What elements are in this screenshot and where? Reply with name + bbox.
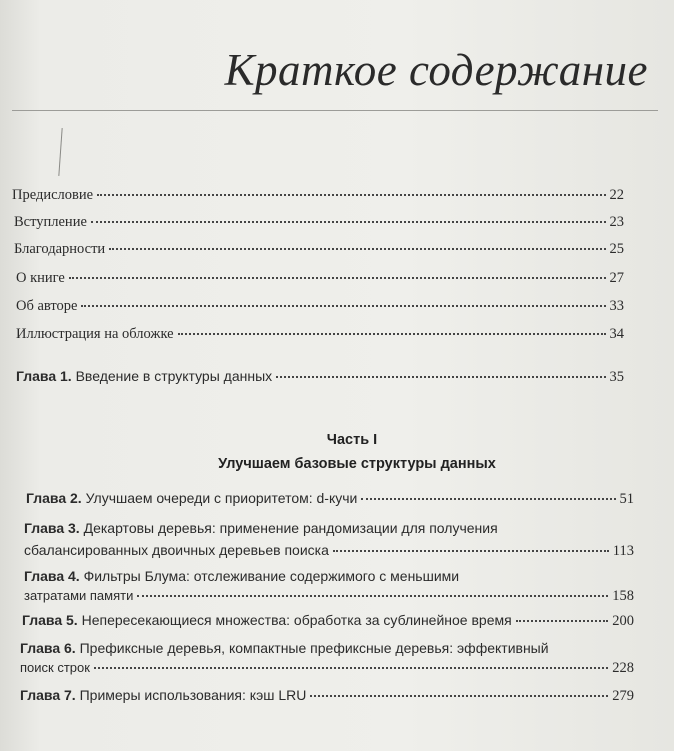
toc-entry-label: Вступление — [14, 214, 87, 230]
chapter-prefix: Глава 5. — [22, 612, 78, 628]
chapter-prefix: Глава 3. — [24, 520, 80, 536]
toc-entry-label: О книге — [16, 270, 65, 286]
part-subtitle: Улучшаем базовые структуры данных — [218, 456, 496, 472]
chapter-title: Примеры использования: кэш LRU — [79, 687, 307, 703]
toc-entry-chapter-5[interactable] — [22, 612, 634, 630]
toc-entry-chapter-4[interactable] — [24, 568, 634, 584]
page-title: Краткое содержание — [224, 45, 648, 95]
paper-crease — [58, 128, 62, 176]
leader-dots — [97, 194, 605, 196]
toc-entry-chapter-1[interactable] — [16, 368, 624, 386]
toc-entry-preface[interactable] — [12, 187, 624, 204]
toc-page-number: 113 — [612, 543, 634, 559]
chapter-prefix: Глава 6. — [20, 640, 76, 656]
leader-dots — [516, 620, 609, 622]
chapter-title: Префиксные деревья, компактные префиксные деревья: эффективный — [79, 640, 549, 656]
toc-entry-chapter-2[interactable] — [26, 490, 634, 508]
part-heading: Часть I — [326, 432, 378, 448]
chapter-prefix: Глава 1. — [16, 368, 72, 384]
toc-entry-label: Благодарности — [14, 241, 106, 257]
chapter-prefix: Глава 2. — [26, 490, 82, 506]
leader-dots — [361, 498, 615, 500]
toc-page-number: 200 — [612, 613, 634, 629]
toc-page-number: 22 — [609, 187, 624, 203]
leader-dots — [137, 595, 608, 597]
leader-dots — [94, 667, 608, 669]
toc-page-number: 27 — [609, 270, 624, 286]
chapter-prefix: Глава 4. — [24, 568, 80, 584]
chapter-prefix: Глава 7. — [20, 687, 76, 703]
toc-entry-about-book[interactable] — [16, 270, 624, 287]
toc-page-number: 51 — [619, 491, 634, 507]
toc-page-number: 228 — [612, 660, 634, 676]
toc-entry-chapter-6-continuation[interactable] — [20, 660, 634, 677]
toc-entry-chapter-7[interactable] — [20, 687, 634, 705]
toc-entry-introduction[interactable] — [14, 214, 624, 231]
toc-entry-label: Об авторе — [16, 298, 78, 314]
leader-dots — [81, 305, 605, 307]
toc-entry-chapter-6[interactable] — [20, 640, 634, 656]
toc-entry-chapter-3[interactable] — [24, 520, 634, 536]
chapter-title: Фильтры Блума: отслеживание содержимого с меньшими — [83, 568, 460, 584]
chapter-title: Декартовы деревья: применение рандомизации для получения — [83, 520, 498, 536]
toc-page-number: 23 — [609, 214, 624, 230]
leader-dots — [333, 550, 609, 552]
leader-dots — [178, 333, 606, 335]
leader-dots — [109, 248, 605, 250]
toc-entry-about-author[interactable] — [16, 298, 624, 315]
toc-page-number: 34 — [609, 326, 624, 342]
leader-dots — [91, 221, 606, 223]
toc-page-number: 158 — [612, 588, 634, 604]
leader-dots — [310, 695, 608, 697]
chapter-title: Улучшаем очереди с приоритетом: d-кучи — [85, 490, 358, 506]
chapter-title-line2: поиск строк — [20, 660, 90, 675]
toc-entry-acknowledgements[interactable] — [14, 241, 624, 258]
chapter-title: Непересекающиеся множества: обработка за сублинейное время — [81, 612, 512, 628]
toc-entry-chapter-4-continuation[interactable] — [24, 588, 634, 605]
toc-page-number: 35 — [609, 369, 624, 385]
toc-page-number: 25 — [609, 241, 624, 257]
chapter-title: Введение в структуры данных — [75, 368, 273, 384]
toc-entry-cover-illustration[interactable] — [16, 326, 624, 343]
toc-entry-label: Иллюстрация на обложке — [16, 326, 174, 342]
toc-page-number: 279 — [612, 688, 634, 704]
chapter-title-line2: затратами памяти — [24, 588, 134, 603]
toc-entry-label: Предисловие — [12, 187, 94, 203]
toc-page-number: 33 — [609, 298, 624, 314]
toc-entry-chapter-3-continuation[interactable] — [24, 542, 634, 560]
chapter-title-line2: сбалансированных двоичных деревьев поиска — [24, 542, 329, 558]
leader-dots — [276, 376, 605, 378]
title-rule — [12, 110, 658, 111]
leader-dots — [69, 277, 606, 279]
